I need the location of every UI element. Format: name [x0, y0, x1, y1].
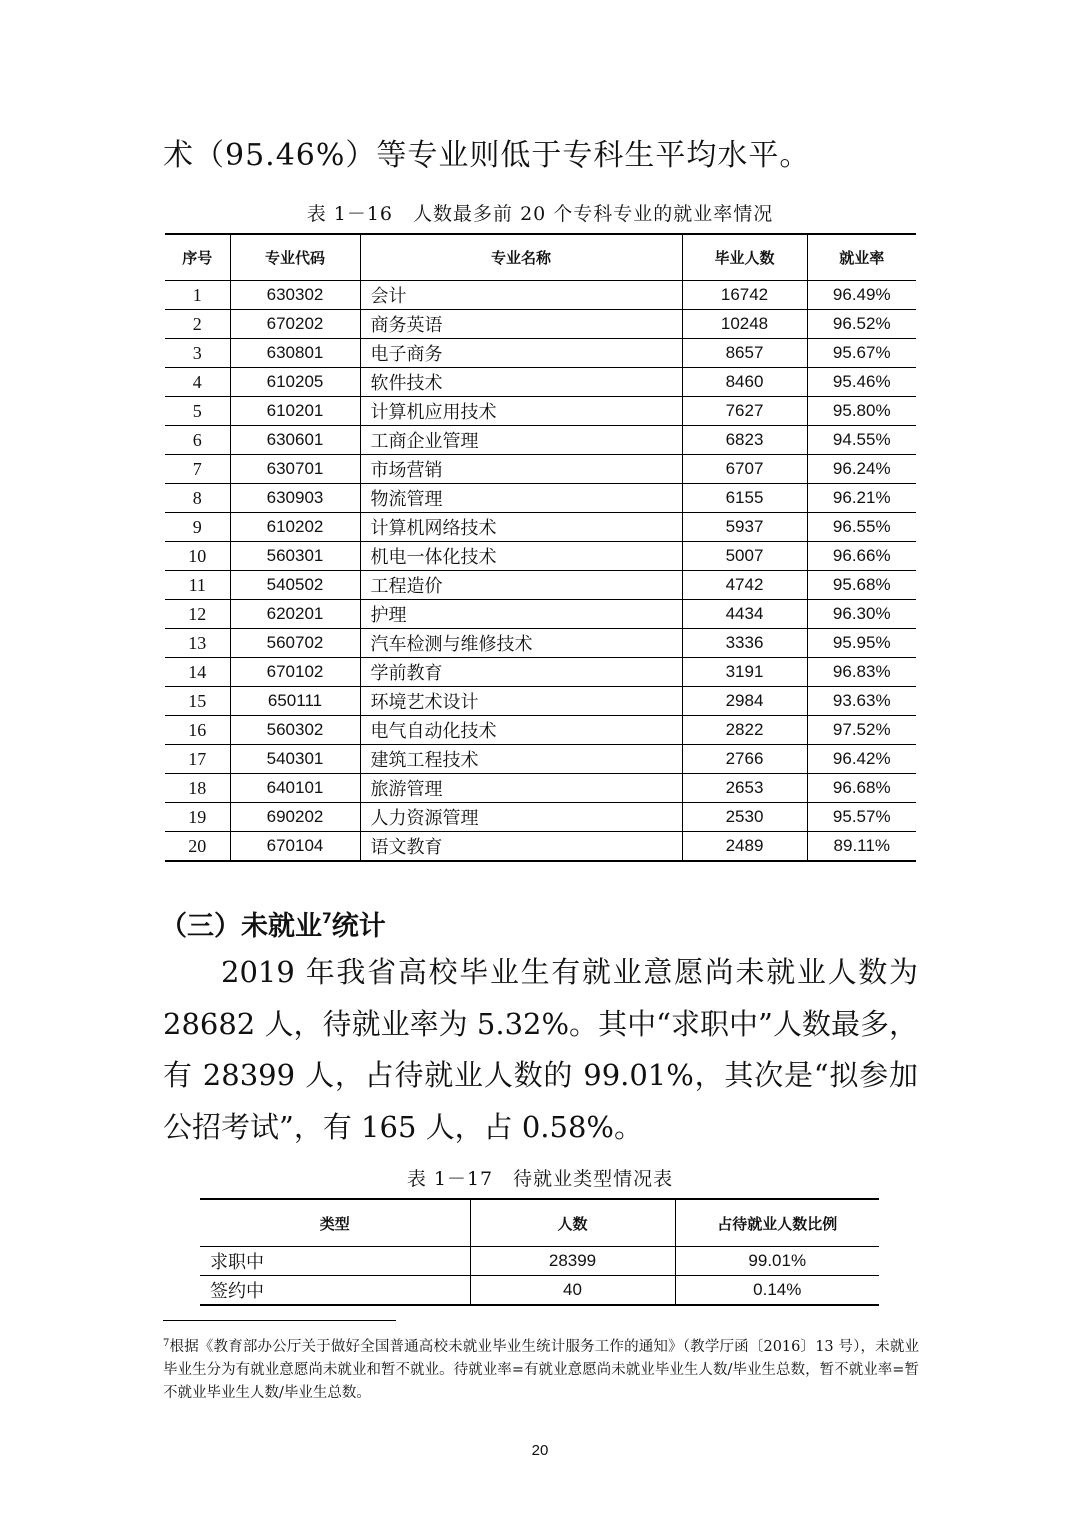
cell-graduates: 2984: [682, 687, 807, 716]
cell-graduates: 5937: [682, 513, 807, 542]
cell-major-code: 610205: [230, 368, 360, 397]
cell-major-code: 670104: [230, 832, 360, 862]
cell-major-name: 工商企业管理: [360, 426, 682, 455]
cell-index: 7: [165, 455, 230, 484]
cell-index: 13: [165, 629, 230, 658]
cell-major-name: 计算机应用技术: [360, 397, 682, 426]
section-title: （三）未就业: [160, 911, 322, 942]
cell-major-name: 工程造价: [360, 571, 682, 600]
table-header-row: [165, 234, 916, 281]
cell-major-name: 计算机网络技术: [360, 513, 682, 542]
cell-major-name: 建筑工程技术: [360, 745, 682, 774]
cell-employment-rate: 95.67%: [807, 339, 916, 368]
cell-major-name: 机电一体化技术: [360, 542, 682, 571]
cell-major-code: 540301: [230, 745, 360, 774]
cell-index: 17: [165, 745, 230, 774]
section-title-suffix: 统计: [331, 911, 386, 942]
table-row: [165, 513, 916, 542]
table1-caption: 表 1－16 人数最多前 20 个专科专业的就业率情况: [306, 203, 774, 225]
cell-graduates: 3336: [682, 629, 807, 658]
cell-employment-rate: 96.30%: [807, 600, 916, 629]
cell-index: 20: [188, 835, 207, 856]
cell-major-code: 630302: [230, 281, 360, 310]
table-row: [165, 687, 916, 716]
table-row: [165, 368, 916, 397]
cell-graduates: 8460: [682, 368, 807, 397]
cell-employment-rate: 89.11%: [807, 832, 916, 862]
cell-employment-rate: 96.42%: [807, 745, 916, 774]
intro-line: 术（95.46%）等专业则低于专科生平均水平。: [163, 138, 811, 173]
cell-type: 签约中: [210, 1281, 264, 1302]
cell-major-name: 电子商务: [360, 339, 682, 368]
cell-count: 28399: [470, 1247, 675, 1276]
cell-graduates: 4434: [682, 600, 807, 629]
cell-index: 14: [165, 658, 230, 687]
table-header-row: [200, 1199, 879, 1247]
cell-major-code: 670202: [230, 310, 360, 339]
cell-major-name: 语文教育: [360, 832, 682, 862]
table-row: [165, 339, 916, 368]
cell-graduates: 6155: [682, 484, 807, 513]
cell-ratio: 99.01%: [675, 1247, 879, 1276]
cell-employment-rate: 95.95%: [807, 629, 916, 658]
table-row: [165, 281, 916, 310]
cell-major-code: 610201: [230, 397, 360, 426]
section-heading: [160, 899, 386, 947]
table-row: [165, 542, 916, 571]
cell-index: 8: [165, 484, 230, 513]
table-row: [165, 484, 916, 513]
cell-index: 15: [165, 687, 230, 716]
cell-major-code: 560702: [230, 629, 360, 658]
cell-type: 求职中: [200, 1247, 470, 1276]
cell-major-code: 640101: [230, 774, 360, 803]
cell-graduates: 16742: [682, 281, 807, 310]
footnote-text: 根据《教育部办公厅关于做好全国普通高校未就业毕业生统计服务工作的通知》（教学厅函〔2016〕13 号），未就业毕业生分为有就业意愿尚未就业和暂不就业。待就业率=有就业意愿尚未就业毕业生人数/毕业生总数，暂不就业率=暂不就业毕业生人数/毕业生总数。: [163, 1339, 919, 1401]
table-row: [165, 426, 916, 455]
cell-index: 2: [165, 310, 230, 339]
table-row: [165, 774, 916, 803]
table-row: [165, 803, 916, 832]
cell-index: 12: [165, 600, 230, 629]
cell-index: 6: [165, 426, 230, 455]
cell-graduates: 4742: [682, 571, 807, 600]
table-row: [165, 716, 916, 745]
cell-graduates: 5007: [682, 542, 807, 571]
header-major-name: 专业名称: [360, 234, 682, 281]
cell-graduates: 10248: [682, 310, 807, 339]
cell-major-name: 软件技术: [360, 368, 682, 397]
cell-major-name: 商务英语: [360, 310, 682, 339]
cell-major-code: 620201: [230, 600, 360, 629]
cell-graduates: 3191: [682, 658, 807, 687]
page-number: 20: [531, 1442, 549, 1459]
pending-employment-table: [200, 1198, 879, 1306]
cell-graduates: 2530: [682, 803, 807, 832]
cell-employment-rate: 96.24%: [807, 455, 916, 484]
cell-graduates: 2822: [682, 716, 807, 745]
cell-index: 1: [165, 281, 230, 310]
cell-employment-rate: 93.63%: [807, 687, 916, 716]
cell-major-name: 旅游管理: [360, 774, 682, 803]
cell-major-code: 560301: [230, 542, 360, 571]
header-employment-rate: 就业率: [807, 234, 916, 281]
cell-index: 3: [165, 339, 230, 368]
table-row: [165, 397, 916, 426]
cell-employment-rate: 96.66%: [807, 542, 916, 571]
header-index: 序号: [165, 234, 230, 281]
cell-major-name: 人力资源管理: [360, 803, 682, 832]
cell-major-code: 690202: [230, 803, 360, 832]
cell-index: 11: [165, 571, 230, 600]
cell-graduates: 6823: [682, 426, 807, 455]
header-count: 人数: [470, 1199, 675, 1247]
table-row: [165, 629, 916, 658]
cell-major-name: 护理: [360, 600, 682, 629]
cell-employment-rate: 96.52%: [807, 310, 916, 339]
table-row: [165, 658, 916, 687]
cell-employment-rate: 94.55%: [807, 426, 916, 455]
cell-major-name: 市场营销: [360, 455, 682, 484]
table-row: [165, 310, 916, 339]
cell-employment-rate: 95.80%: [807, 397, 916, 426]
cell-major-code: 670102: [230, 658, 360, 687]
header-type: 类型: [200, 1199, 470, 1247]
cell-major-code: 630801: [230, 339, 360, 368]
header-major-code: 专业代码: [230, 234, 360, 281]
cell-employment-rate: 96.83%: [807, 658, 916, 687]
cell-employment-rate: 96.68%: [807, 774, 916, 803]
footnote: [163, 1332, 919, 1405]
cell-index: 4: [165, 368, 230, 397]
footnote-marker: 7: [163, 1338, 170, 1349]
cell-major-name: 会计: [360, 281, 682, 310]
cell-major-code: 560302: [230, 716, 360, 745]
cell-graduates: 8657: [682, 339, 807, 368]
major-employment-table: [165, 233, 916, 862]
cell-employment-rate: 97.52%: [807, 716, 916, 745]
cell-graduates: 6707: [682, 455, 807, 484]
cell-graduates: 2766: [682, 745, 807, 774]
cell-major-code: 630601: [230, 426, 360, 455]
cell-index: 18: [165, 774, 230, 803]
cell-major-code: 540502: [230, 571, 360, 600]
cell-employment-rate: 96.55%: [807, 513, 916, 542]
cell-major-code: 650111: [230, 687, 360, 716]
cell-major-name: 环境艺术设计: [360, 687, 682, 716]
cell-employment-rate: 96.21%: [807, 484, 916, 513]
table-row: [200, 1247, 879, 1276]
cell-ratio: 0.14%: [675, 1276, 879, 1306]
cell-graduates: 2653: [682, 774, 807, 803]
cell-major-name: 电气自动化技术: [360, 716, 682, 745]
table-row: [200, 1276, 879, 1306]
cell-index: 5: [165, 397, 230, 426]
footnote-divider: [163, 1320, 396, 1321]
cell-graduates: 7627: [682, 397, 807, 426]
table-row: [165, 832, 916, 862]
cell-index: 10: [165, 542, 230, 571]
table-row: [165, 600, 916, 629]
footnote-ref: 7: [322, 911, 332, 927]
header-graduates: 毕业人数: [682, 234, 807, 281]
cell-major-code: 610202: [230, 513, 360, 542]
cell-major-name: 汽车检测与维修技术: [360, 629, 682, 658]
table-row: [165, 745, 916, 774]
cell-major-name: 物流管理: [360, 484, 682, 513]
table2-caption: 表 1－17 待就业类型情况表: [406, 1168, 674, 1190]
cell-employment-rate: 95.57%: [807, 803, 916, 832]
cell-graduates: 2489: [682, 832, 807, 862]
table-row: [165, 571, 916, 600]
cell-major-code: 630701: [230, 455, 360, 484]
cell-employment-rate: 95.46%: [807, 368, 916, 397]
cell-major-name: 学前教育: [360, 658, 682, 687]
cell-major-code: 630903: [230, 484, 360, 513]
cell-employment-rate: 96.49%: [807, 281, 916, 310]
cell-index: 9: [165, 513, 230, 542]
body-paragraph: 2019 年我省高校毕业生有就业意愿尚未就业人数为 28682 人，待就业率为 5.32%。其中“求职中”人数最多，有 28399 人，占待就业人数的 99.01%，其次是“拟参加公招考试”，有 165 人，占 0.58%。: [163, 955, 918, 1144]
header-ratio: 占待就业人数比例: [675, 1199, 879, 1247]
table-row: [165, 455, 916, 484]
cell-index: 16: [165, 716, 230, 745]
cell-index: 19: [165, 803, 230, 832]
cell-count: 40: [470, 1276, 675, 1306]
cell-employment-rate: 95.68%: [807, 571, 916, 600]
